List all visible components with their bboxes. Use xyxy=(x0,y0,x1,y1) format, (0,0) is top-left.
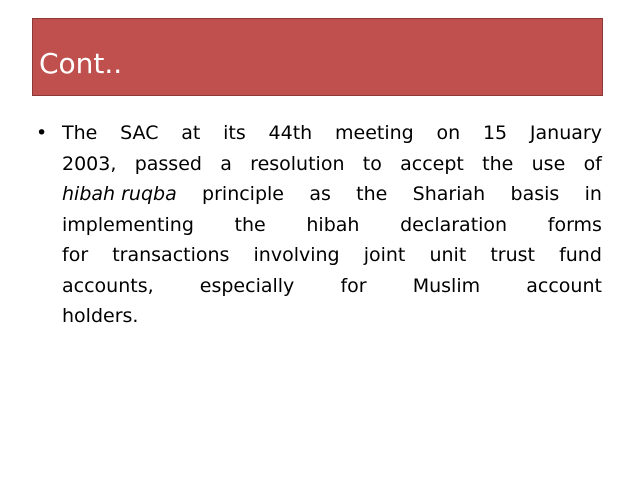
word: the xyxy=(482,152,514,175)
word: accept xyxy=(400,152,464,175)
word: involving xyxy=(253,244,340,266)
word: 44th xyxy=(268,122,313,144)
text-line xyxy=(62,149,602,180)
text-line xyxy=(62,118,602,149)
word: as xyxy=(309,183,331,205)
word: declaration xyxy=(400,213,508,236)
word: Shariah xyxy=(412,183,486,205)
word: forms xyxy=(547,213,602,236)
text-line xyxy=(62,301,602,332)
word: implementing xyxy=(62,213,194,236)
word: basis xyxy=(510,183,560,205)
word: 2003, xyxy=(62,152,117,175)
slide-title: Cont.. xyxy=(39,47,123,80)
word: a xyxy=(220,152,232,175)
slide-body xyxy=(36,118,602,332)
word: for xyxy=(340,274,367,297)
text-line xyxy=(62,240,602,271)
word: 15 xyxy=(482,122,508,144)
text-line xyxy=(62,271,602,302)
bullet-icon: • xyxy=(36,122,48,144)
word: meeting xyxy=(335,122,414,144)
word: January xyxy=(529,122,602,144)
word: principle xyxy=(202,183,284,205)
title-bar xyxy=(32,18,603,96)
word: accounts, xyxy=(62,274,154,297)
word: SAC xyxy=(120,122,159,144)
word: resolution xyxy=(250,152,345,175)
word: trust xyxy=(490,244,535,266)
word: Muslim xyxy=(412,274,481,297)
word: the xyxy=(356,183,388,205)
word: hibah xyxy=(306,213,360,236)
word: use xyxy=(531,152,566,175)
bullet-text xyxy=(62,118,602,332)
word: holders. xyxy=(62,305,139,327)
word: the xyxy=(234,213,266,236)
word: account xyxy=(526,274,602,297)
word: fund xyxy=(559,244,602,266)
bullet-item xyxy=(36,118,602,332)
word: on xyxy=(436,122,461,144)
word: in xyxy=(584,183,602,205)
text-line xyxy=(62,210,602,241)
word: of xyxy=(583,152,602,175)
word: especially xyxy=(199,274,295,297)
word: The xyxy=(62,122,98,144)
word: passed xyxy=(134,152,202,175)
word: unit xyxy=(429,244,467,266)
word: its xyxy=(223,122,246,144)
text-line xyxy=(62,179,602,210)
word: to xyxy=(362,152,382,175)
word: at xyxy=(181,122,201,144)
word: for xyxy=(62,244,89,266)
word: transactions xyxy=(112,244,230,266)
italic-term: hibah ruqba xyxy=(62,183,177,205)
word: joint xyxy=(363,244,406,266)
